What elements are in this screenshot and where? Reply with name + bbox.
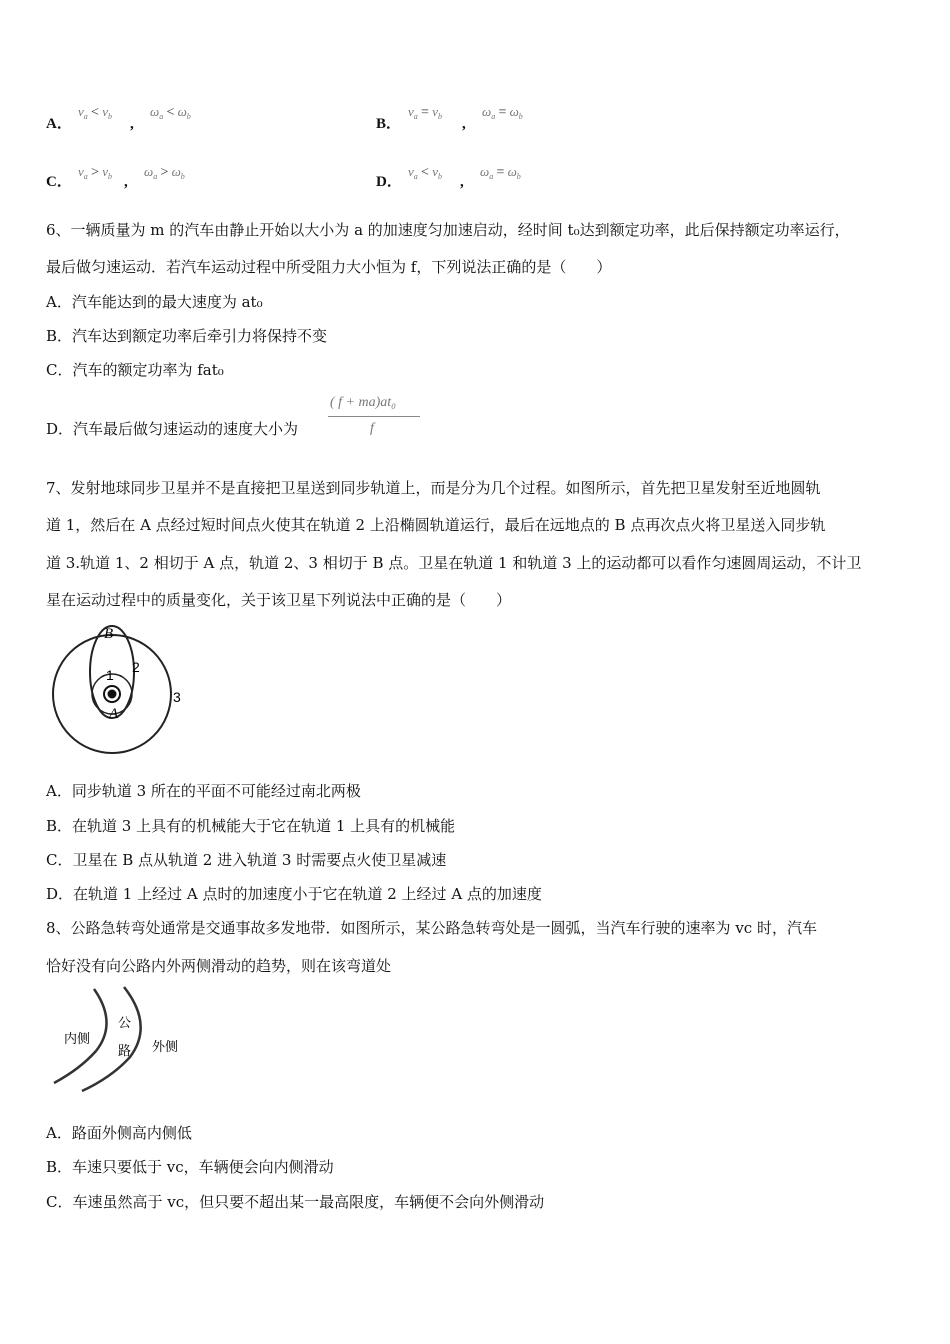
q5-c-omega: $\omega_a > \omega_b$ xyxy=(144,164,185,181)
q5-c-velocity: $v_a > v_b$ xyxy=(78,164,112,181)
q5-b-velocity: $v_a = v_b$ xyxy=(408,104,442,121)
label-inner: 内侧 xyxy=(64,1032,91,1047)
option-label: D． xyxy=(376,174,402,190)
label-3: 3 xyxy=(173,689,181,705)
comma: , xyxy=(460,174,464,190)
q5-d-velocity: $v_a < v_b$ xyxy=(408,164,442,181)
label-2: 2 xyxy=(132,659,140,675)
q8-option-b[interactable]: B．车速只要低于 vc，车辆便会向内侧滑动 xyxy=(46,1158,334,1176)
comma: , xyxy=(124,174,128,190)
earth-core xyxy=(108,690,117,699)
q7-option-b[interactable]: B．在轨道 3 上具有的机械能大于它在轨道 1 上具有的机械能 xyxy=(46,817,456,835)
q6-d-numerator: ( f + ma)at₀ xyxy=(330,395,397,410)
label-1: 1 xyxy=(106,667,114,683)
q6-stem-line2: 最后做匀速运动．若汽车运动过程中所受阻力大小恒为 f，下列说法正确的是（ ） xyxy=(46,258,612,276)
q5-option-a[interactable] xyxy=(46,112,72,133)
q8-option-c[interactable]: C．车速虽然高于 vc，但只要不超出某一最高限度，车辆便不会向外侧滑动 xyxy=(46,1193,545,1211)
option-label: C． xyxy=(46,174,72,190)
q6-option-a[interactable]: A．汽车能达到的最大速度为 at₀ xyxy=(46,293,263,311)
q5-option-b[interactable] xyxy=(376,112,401,133)
q5-a-omega: $\omega_a < \omega_b$ xyxy=(150,104,191,121)
q5-option-c[interactable] xyxy=(46,170,72,191)
q5-option-d[interactable] xyxy=(376,170,402,191)
label-road-2: 路 xyxy=(118,1044,132,1059)
q5-d-omega: $\omega_a = \omega_b$ xyxy=(480,164,521,181)
q6-option-d[interactable]: D．汽车最后做匀速运动的速度大小为 xyxy=(46,420,299,438)
q8-stem-line2: 恰好没有向公路内外两侧滑动的趋势，则在该弯道处 xyxy=(46,957,392,975)
q8-option-a[interactable]: A．路面外侧高内侧低 xyxy=(46,1124,192,1142)
q7-stem-line4: 星在运动过程中的质量变化，关于该卫星下列说法中正确的是（ ） xyxy=(46,591,512,609)
label-b: B xyxy=(104,626,114,642)
comma: , xyxy=(462,116,466,132)
q5-a-velocity: $v_a < v_b$ xyxy=(78,104,112,121)
q7-option-d[interactable]: D．在轨道 1 上经过 A 点时的加速度小于它在轨道 2 上经过 A 点的加速度 xyxy=(46,885,542,903)
q7-option-c[interactable]: C．卫星在 B 点从轨道 2 进入轨道 3 时需要点火使卫星减速 xyxy=(46,851,447,869)
q6-option-b[interactable]: B．汽车达到额定功率后牵引力将保持不变 xyxy=(46,327,328,345)
q7-stem-line3: 道 3.轨道 1、2 相切于 A 点，轨道 2、3 相切于 B 点。卫星在轨道 1 和轨道 3 上的运动都可以看作匀速圆周运动，不计卫 xyxy=(46,554,862,572)
label-road-1: 公 xyxy=(118,1016,132,1031)
orbit-diagram xyxy=(46,620,196,760)
q7-stem-line2: 道 1，然后在 A 点经过短时间点火使其在轨道 2 上沿椭圆轨道运行，最后在远地点的 B 点再次点火将卫星送入同步轨 xyxy=(46,516,826,534)
label-a: A xyxy=(109,706,119,722)
q7-stem-line1: 7、发射地球同步卫星并不是直接把卫星送到同步轨道上，而是分为几个过程。如图所示，首先把卫星发射至近地圆轨 xyxy=(46,479,821,497)
fraction-bar xyxy=(328,416,420,417)
q6-d-denominator: f xyxy=(370,421,374,436)
option-label: A． xyxy=(46,116,72,132)
label-outer: 外侧 xyxy=(152,1040,179,1055)
comma: , xyxy=(130,116,134,132)
outer-edge xyxy=(82,987,141,1091)
q8-stem-line1: 8、公路急转弯处通常是交通事故多发地带．如图所示，某公路急转弯处是一圆弧，当汽车行驶的速率为 vc 时，汽车 xyxy=(46,919,817,937)
q6-stem-line1: 6、一辆质量为 m 的汽车由静止开始以大小为 a 的加速度匀加速启动，经时间 t₀达到额定功率，此后保持额定功率运行， xyxy=(46,221,850,239)
q7-option-a[interactable]: A．同步轨道 3 所在的平面不可能经过南北两极 xyxy=(46,782,361,800)
q5-b-omega: $\omega_a = \omega_b$ xyxy=(482,104,523,121)
q6-option-c[interactable]: C．汽车的额定功率为 fat₀ xyxy=(46,361,224,379)
road-curve-diagram xyxy=(46,985,196,1100)
option-label: B． xyxy=(376,116,402,132)
